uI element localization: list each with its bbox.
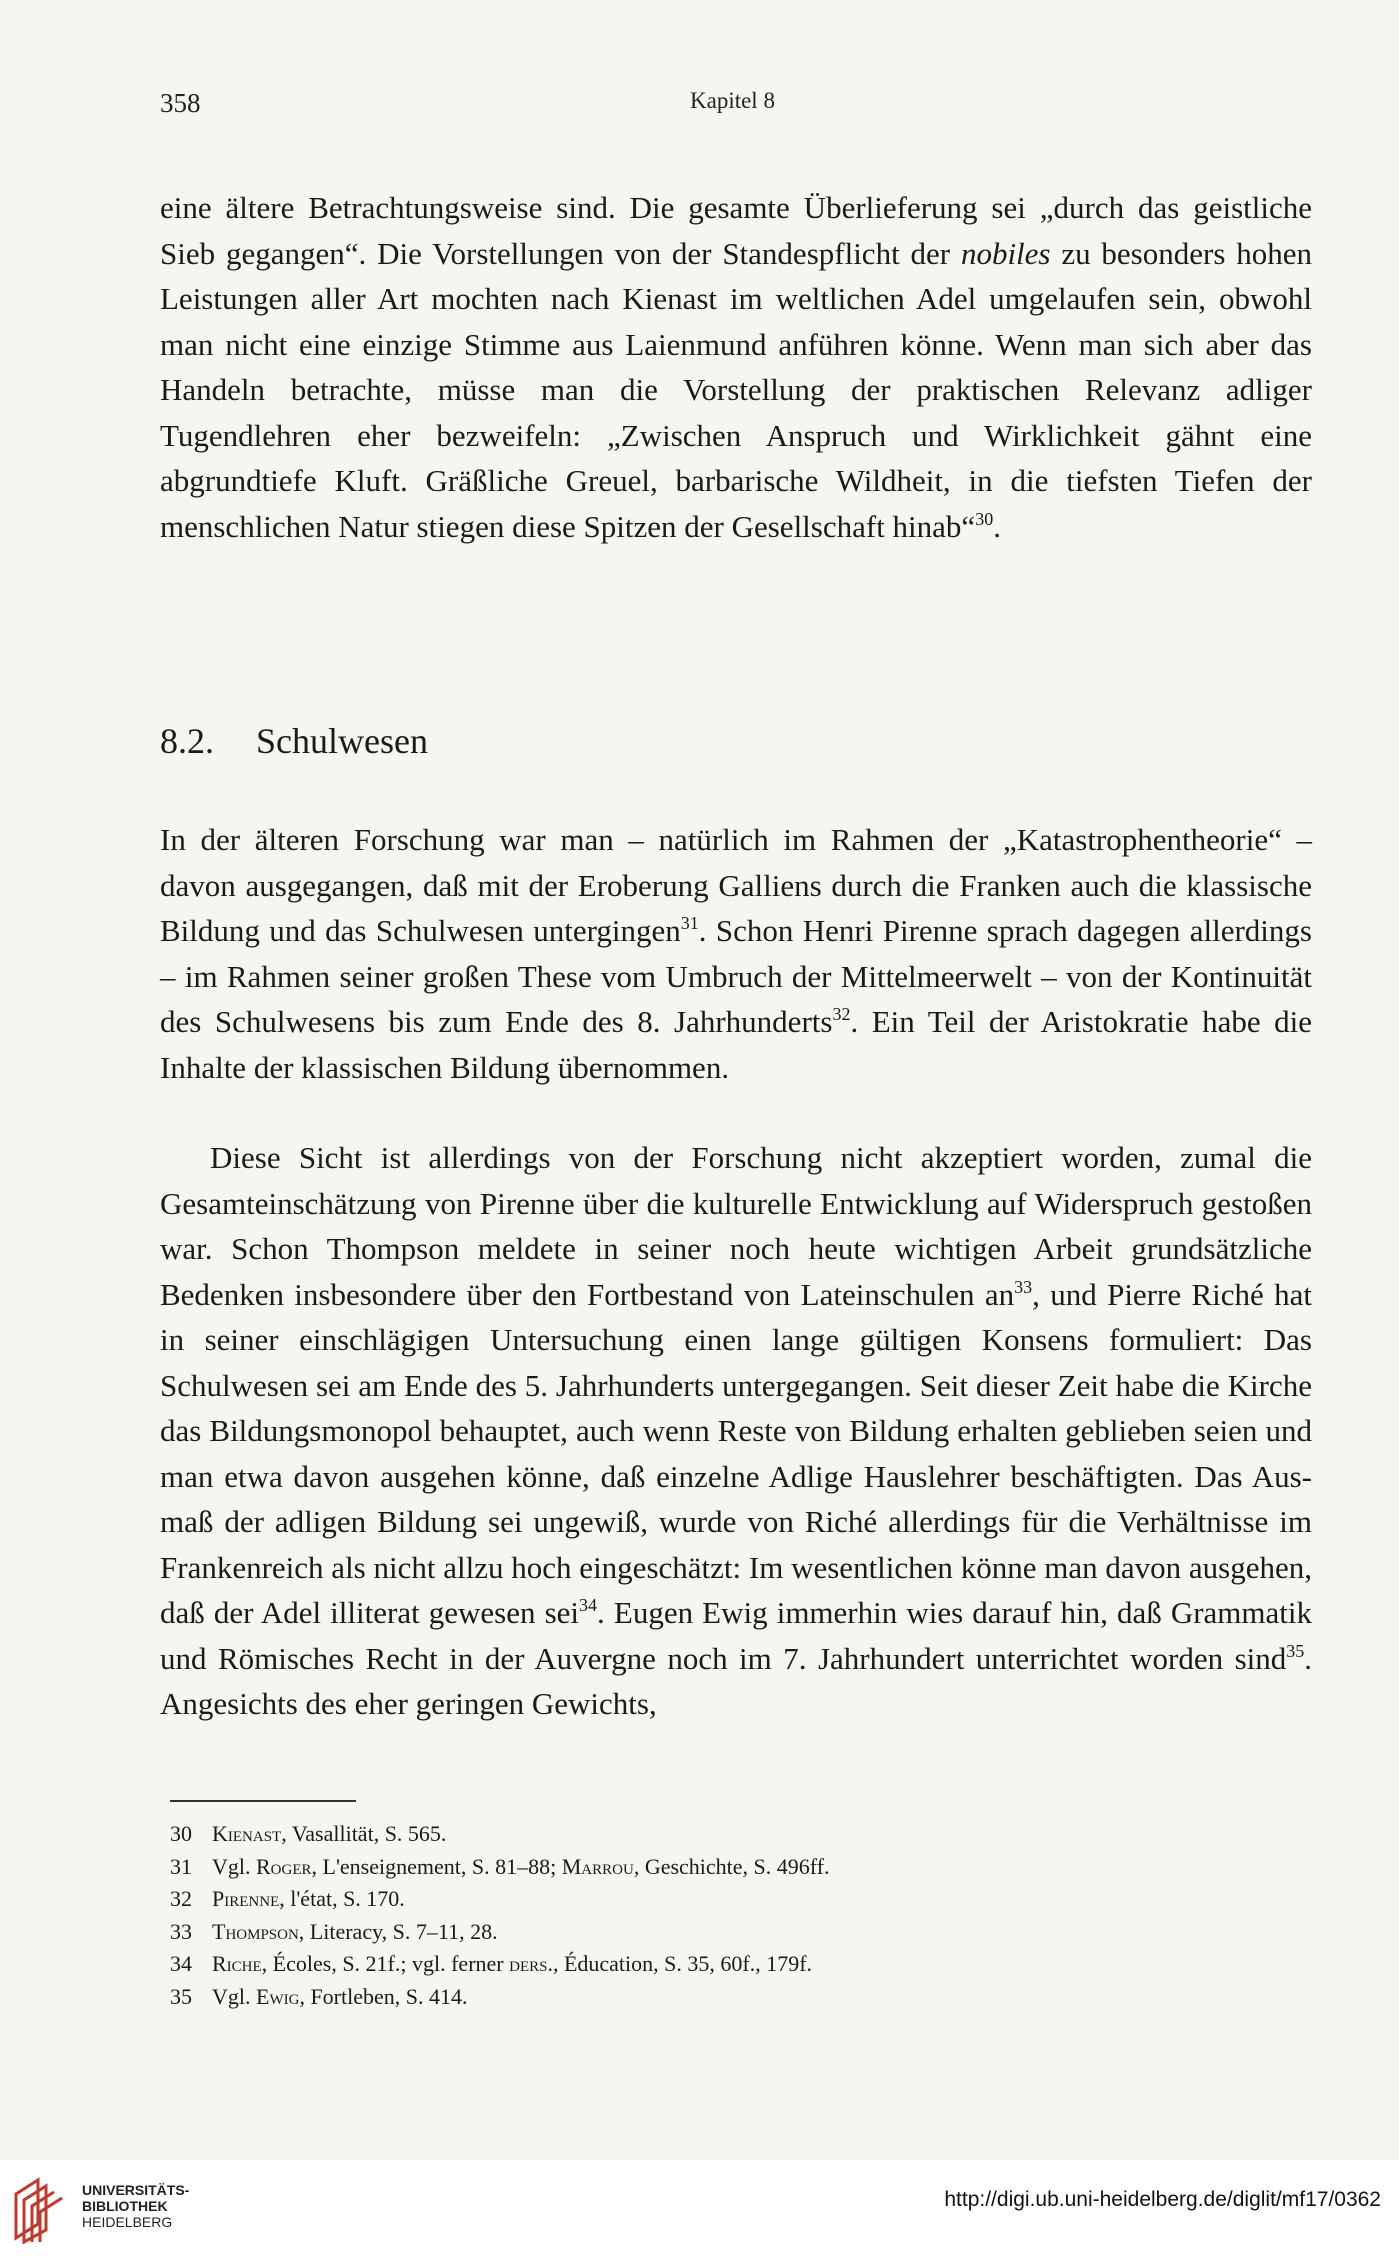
source-url-link[interactable]: http://digi.ub.uni-heidelberg.de/diglit/mf17/0362: [944, 2188, 1381, 2211]
library-logo-icon[interactable]: [10, 2172, 72, 2244]
italic-term: nobiles: [960, 235, 1051, 271]
footnote-ref-35[interactable]: 35: [1286, 1640, 1305, 1661]
footnote-34: 34 Riche, Écoles, S. 21f.; vgl. ferner ders., Éducation, S. 35, 60f., 179f.: [170, 1951, 813, 1976]
footnote-35: 35 Vgl. Ewig, Fortleben, S. 414.: [170, 1983, 468, 2009]
footnotes: [170, 1818, 1270, 2013]
paragraph-2: [160, 817, 1312, 1090]
paragraph-2-text: In der älteren Forschung war man – natürlich im Rahmen der „Katastrophentheorie“ – davon ausgegangen, daß mit der Eroberung Galliens durch die Franken auch die klassische Bildung und das Schulwesen untergingen$^{31}$. Schon Henri Pirenne sprach dagegen allerdings – im Rahmen seiner großen These vom Umbruch der Mittelmeerwelt – von der Kontinuität des Schulwesens bis zum Ende des 8. Jahrhunderts$^{32}$. Ein Teil der Aristokratie habe die Inhalte der klassischen Bildung übernommen.: [160, 822, 1312, 1085]
footnote-30: 30 Kienast, Vasallität, S. 565.: [170, 1821, 447, 1846]
footnote-ref-33[interactable]: 33: [1014, 1276, 1033, 1297]
page-number: 358: [160, 88, 201, 118]
paragraph-3-text: Diese Sicht ist allerdings von der Forschung nicht akzeptiert worden, zumal die Gesamteinschätzung von Pirenne über die kulturelle Entwicklung auf Widerspruch gestoßen war. Schon Thompson meldete in seiner noch heute wichtigen Arbeit grundsätzliche Bedenken insbesondere über den Fortbestand von Lateinschulen $an^{33}$, und Pierre Riché hat in seiner einschlägigen Untersuchung einen lange gültigen Konsens formuliert: Das Schulwesen sei am Ende des 5. Jahrhunderts untergegangen. Seit dieser Zeit habe die Kirche das Bildungsmonopol behauptet, auch wenn Reste von Bildung erhalten geblieben seien und man etwa davon ausgehen könne, daß einzelne Adlige Hauslehrer beschäftigten. Das Ausmaß der adligen Bildung sei ungewiß, wurde von Riché allerdings für die Verhältnisse im Frankenreich als nicht allzu hoch eingeschätzt: Im wesentlichen könne man davon ausgehen, daß der Adel illiterat gewesen sei$^{34}$. Eugen Ewig immerhin wies darauf hin, daß Grammatik und Römisches Recht in der Auvergne noch im 7. Jahrhundert unterrichtet worden sind$^{35}$. Angesichts des eher geringen Gewichts,: [160, 1140, 1312, 1721]
section-number: 8.2.: [160, 721, 214, 761]
footnote-ref-30[interactable]: 30: [975, 508, 994, 529]
running-head: Kapitel 8: [690, 88, 775, 113]
page-header: [160, 88, 1311, 128]
footnote-31: 31 Vgl. Roger, L'enseignement, S. 81–88; Marrou, Geschichte, S. 496ff.: [170, 1853, 830, 1879]
paragraph-3: [160, 1135, 1312, 1727]
footnote-ref-34[interactable]: 34: [579, 1595, 598, 1615]
paragraph-1: [160, 185, 1312, 549]
footer-bar: [0, 2160, 1399, 2260]
library-name: UNIVERSITÄTS- BIBLIOTHEK HEIDELBERG: [82, 2182, 190, 2230]
footnote-32: 32 Pirenne, l'état, S. 170.: [170, 1886, 405, 1911]
footnote-divider: [170, 1800, 356, 1802]
paragraph-1-text: eine ältere Betrachtungsweise sind. Die gesamte Überlieferung sei „durch das geistliche Sieb gegangen“. Die Vorstellungen von der Standespflicht der nobiles zu besonders hohen Leistungen aller Art mochten nach Kienast im weltlichen Adel umgelaufen sein, obwohl man nicht eine einzige Stimme aus Laienmund anführen könne. Wenn man sich aber das Handeln betrachte, müsse man die Vorstellung der praktischen Relevanz adliger Tugendlehren eher bezweifeln: „Zwischen Anspruch und Wirklichkeit gähnt eine abgrundtiefe Kluft. Gräßliche Greuel, barbarische Wildheit, in die tiefsten Tiefen der menschlichen Natur stiegen diese Spitzen der Gesellschaft hinab“$^{30}$.: [160, 190, 1312, 544]
footnote-ref-32[interactable]: 32: [832, 1004, 851, 1024]
footnote-33: 33 Thompson, Literacy, S. 7–11, 28.: [170, 1918, 498, 1944]
footnote-ref-31[interactable]: 31: [680, 913, 699, 933]
section-heading: [160, 720, 428, 762]
section-title: Schulwesen: [256, 721, 428, 761]
